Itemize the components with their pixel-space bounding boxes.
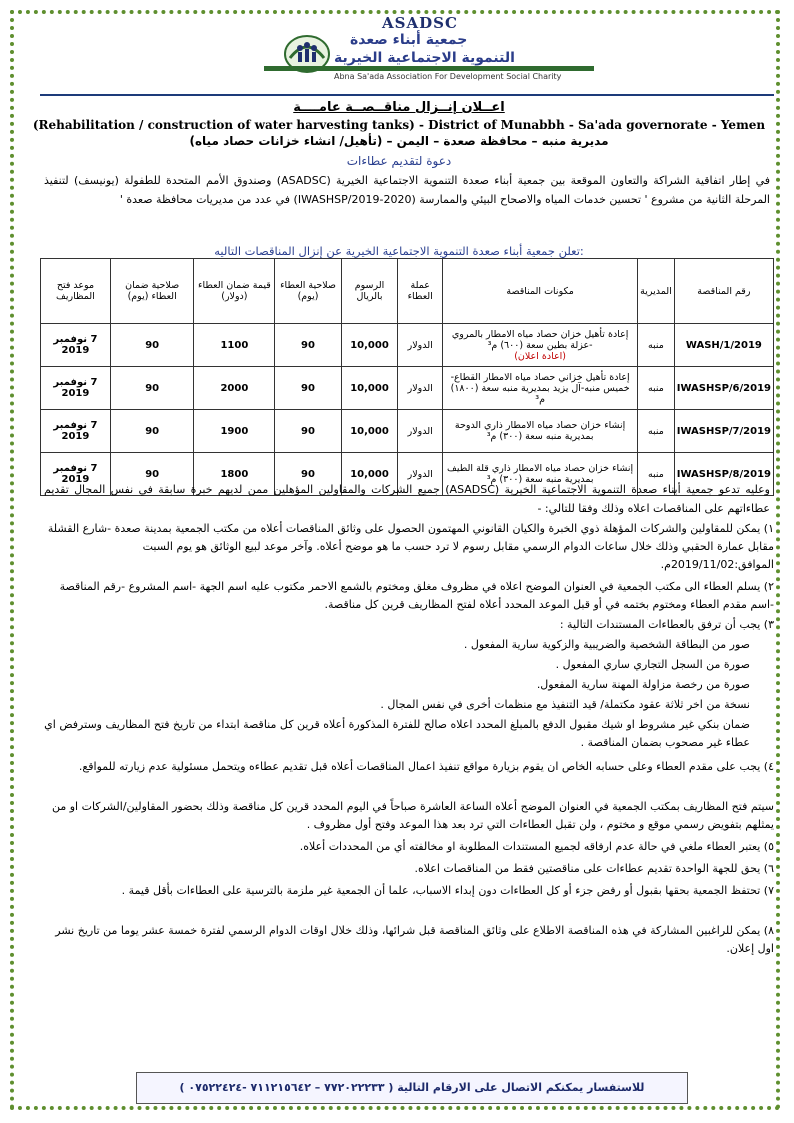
cell-district: منبه [638,453,675,496]
col-header-guarantee: قيمة ضمان العطاء (دولار) [194,259,275,324]
cell-fee: 10,000 [341,324,398,367]
project-title-en: (Rehabilitation / construction of water harvesting tanks) - District of Munabbh - Sa'ada governorate - Yemen [32,118,766,132]
call-paragraph: وعليه تدعو جمعية أبناء صعدة التنموية الاجتماعية الخيرية (ASADSC) جميع الشركات والمقاولين المؤهلين ممن لديهم خبرة سابقة في نفس المجال تقديم عطاءاتهم على المناقصات اعلاه وذلك وفقا للتالي: - [44,483,770,515]
cell-currency: الدولار [398,410,443,453]
opening-note: سيتم فتح المظاريف بمكتب الجمعية في العنوان الموضح أعلاه الساعة العاشرة صباحاً في اليوم المحدد قرين كل مناقصة وذلك بحضور المقاولين/الشركات او من يمثلهم بتفويض رسمي موقع و مختوم ، ولن تقبل العطاءات التي ترد بعد هذا الموعد وفتح أول مظروف . [51,800,774,831]
org-name-en: Abna Sa'ada Association For Development Social Charity [334,72,562,81]
cell-g-validity: 90 [110,410,194,453]
org-short-name: ASADSC [382,14,458,32]
cell-no: WASH/1/2019 [674,324,773,367]
instruction-4: ٤) يجب على مقدم العطاء وعلى حسابه الخاص ان يقوم بزيارة مواقع تنفيذ اعمال المناقصات أعلاه قبل تقديم عطاءه ويتحمل مسئولية عدم زيارته للمواقع. [78,760,774,773]
cell-validity: 90 [275,367,341,410]
cell-district: منبه [638,410,675,453]
org-logo [264,14,594,92]
cell-no: IWASHSP/6/2019 [674,367,773,410]
required-doc: صورة من السجل التجاري ساري المفعول . [555,658,750,671]
table-row [41,324,774,367]
cell-district: منبه [638,324,675,367]
instruction-7: ٧) تحتفظ الجمعية بحقها بقبول أو رفض جزء أو كل العطاءات دون إبداء الاسباب، علما أن الجمعية غير ملزمة بالترسية على العطاءات بأقل قيمة . [121,884,774,897]
org-name-ar-line1: جمعية أبناء صعدة [350,32,468,48]
table-row [41,410,774,453]
col-header-opening: موعد فتح المظاريف [41,259,111,324]
announce-line: تعلن جمعية أبناء صعدة التنموية الاجتماعية الخيرية عن إنزال المناقصات التاليه: [214,244,584,258]
intro-paragraph: في إطار اتفاقية الشراكة والتعاون الموقعة بين جمعية أبناء صعدة التنموية الاجتماعية الخيرية (ASADSC) وصندوق الأمم المتحدة للطفولة (يونيسف) لتنفيذ المرحلة الثانية من مشروع ' تحسين خدمات المياه والاصحاح البيئي والممارسة (IWASHSP/2019-2020) في عدد من مديريات محافظة صعدة ' [44,174,771,206]
cell-desc: إعادة تأهيل خزاني حصاد مياه الامطار القطاع-خميس منبه-آل يزيد بمديرية منبه سعة (١٨٠٠) م³ [443,367,638,410]
instruction-3: ٣) يجب أن ترفق بالعطاءات المستندات التالية : [559,618,774,631]
instruction-5: ٥) يعتبر العطاء ملغي في حالة عدم ارفاقه لجميع المستندات المطلوبة او مخالفته أي من المحددات أعلاه. [299,840,774,853]
cell-no: IWASHSP/8/2019 [674,453,773,496]
logo-bar [264,66,594,71]
cell-validity: 90 [275,324,341,367]
cell-desc: إنشاء خزان حصاد مياه الامطار ذاري قلة الطيف بمديرية منبه سعة (٣٠٠) م³ [443,453,638,496]
desc-text: إعادة تأهيل خزان حصاد مياه الامطار بالمروي -عزلة بطين سعة (٦٠٠) م³ [451,328,629,351]
col-header-no: رقم المناقصة [674,259,773,324]
required-doc: صورة من رخصة مزاولة المهنة سارية المفعول. [536,678,750,691]
col-header-validity: صلاحية العطاء (يوم) [275,259,341,324]
cell-fee: 10,000 [341,367,398,410]
required-doc: ضمان بنكي غير مشروط او شيك مقبول الدفع بالمبلغ المحدد اعلاه صالح للفترة المذكورة أعلاه قرين كل مناقصة ابتداء من تاريخ فتح المظاريف وسترفض اي عطاء غير مصحوب بضمان المناقصة . [44,718,750,749]
col-header-desc: مكونات المناقصة [443,259,638,324]
cell-fee: 10,000 [341,453,398,496]
instruction-1: ١) يمكن للمقاولين والشركات المؤهلة ذوي الخبرة والكيان القانوني المهتمون الحصول على وثائق المناقصات أعلاه من مكتب الجمعية بمدينة صعدة -شارع القشلة مقابل عمارة الحقبي وذلك خلال ساعات الدوام الرسمي مقابل رسوم لا ترد حسب ما هو موضح أعلاه. وآخر موعد لبيع الوثائق هو يوم السبت الموافق:2019/11/02م. [47,522,774,571]
tenders-table [40,258,774,496]
org-name-ar-line2: التنموية الاجتماعية الخيرية [334,50,515,66]
cell-opening: 7 نوفمبر 2019 [41,453,111,496]
cell-validity: 90 [275,453,341,496]
re-announce-note: (اعادة اعلان) [514,350,566,362]
announcement-title: اعــلان إنــزال مناقــصــة عامــــة [293,100,505,115]
cell-no: IWASHSP/7/2019 [674,410,773,453]
table-row [41,367,774,410]
cell-desc [443,324,638,367]
cell-currency: الدولار [398,453,443,496]
project-title-ar: (تأهيل/ انشاء خزانات حصاد مياه) – مديرية منبه – محافظة صعدة – اليمن [189,134,609,148]
instruction-6: ٦) يحق للجهة الواحدة تقديم عطاءات على مناقصتين فقط من المناقصات اعلاه. [414,862,774,875]
document-page [24,14,774,1104]
cell-g-validity: 90 [110,324,194,367]
cell-currency: الدولار [398,324,443,367]
cell-guarantee: 2000 [194,367,275,410]
cell-g-validity: 90 [110,367,194,410]
col-header-district: المديرية [638,259,675,324]
contact-box: للاستفسار يمكنكم الاتصال على الارقام التالية ( ٧٧٢٠٢٢٢٣٣ – ٧١١٢١٥٦٤٢ -٠٧٥٢٢٤٢٤ ) [136,1072,688,1104]
cell-guarantee: 1800 [194,453,275,496]
cell-validity: 90 [275,410,341,453]
invitation-heading: دعوة لتقديم عطاءات [346,154,452,168]
cell-opening: 7 نوفمبر 2019 [41,324,111,367]
cell-g-validity: 90 [110,453,194,496]
cell-district: منبه [638,367,675,410]
required-doc: صور من البطاقة الشخصية والضريبية والزكوية سارية المفعول . [463,638,750,651]
col-header-currency: عملة العطاء [398,259,443,324]
required-doc: نسخة من اخر ثلاثة عقود مكتملة/ قيد التنفيذ مع منظمات أخرى في نفس المجال . [380,698,750,711]
col-header-fee: الرسوم بالريال [341,259,398,324]
cell-fee: 10,000 [341,410,398,453]
instruction-8: ٨) يمكن للراغبين المشاركة في هذه المناقصة الاطلاع على وثائق المناقصة قبل شرائها، وذلك خلال اوقات الدوام الرسمي لفترة خمسة عشر يوما من تاريخ نشر اول إعلان. [55,924,774,955]
cell-currency: الدولار [398,367,443,410]
cell-desc: إنشاء خزان حصاد مياه الامطار ذاري الدوحة بمديرية منبه سعة (٣٠٠) م³ [443,410,638,453]
header-rule [40,94,774,96]
cell-opening: 7 نوفمبر 2019 [41,367,111,410]
col-header-g-validity: صلاحية ضمان العطاء (يوم) [110,259,194,324]
cell-opening: 7 نوفمبر 2019 [41,410,111,453]
cell-guarantee: 1100 [194,324,275,367]
instruction-2: ٢) يسلم العطاء الى مكتب الجمعية في العنوان الموضح اعلاه في مظروف مغلق ومختوم بالشمع الاحمر مكتوب عليه اسم الجهة -اسم المشروع -رقم المناقصة -اسم مقدم العطاء ومختوم بختمه في أو قبل الموعد المحدد أعلاه لفتح المظاريف قرين كل مناقصة. [59,580,774,611]
cell-guarantee: 1900 [194,410,275,453]
